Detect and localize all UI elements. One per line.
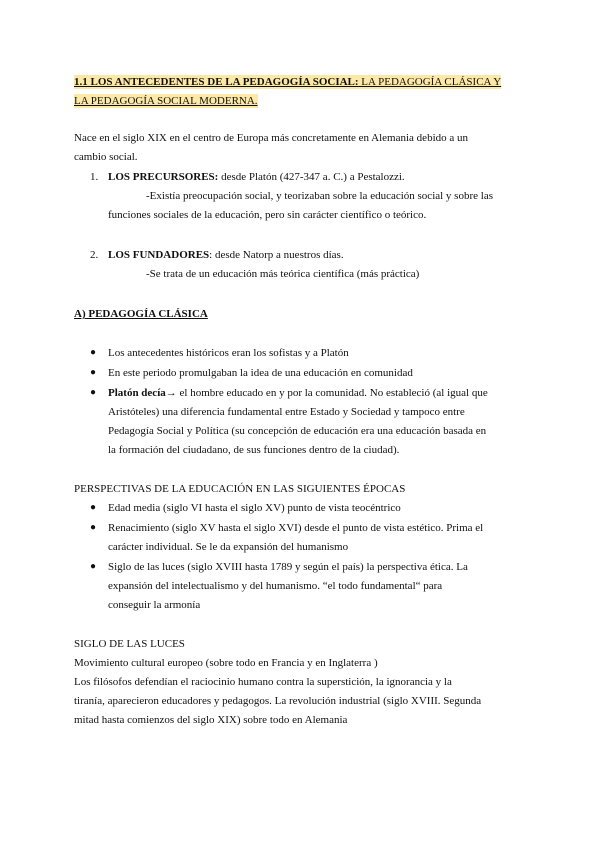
fundadores-text: : desde Natorp a nuestros días. (209, 249, 344, 261)
paragraph-line: tiranía, aparecieron educadores y pedagogos. La revolución industrial (siglo XVIII. Segunda (74, 695, 482, 707)
title-bold: 1.1 LOS ANTECEDENTES DE LA PEDAGOGÍA SOCIAL: (74, 76, 359, 88)
section-a-heading: A) PEDAGOGÍA CLÁSICA (74, 308, 208, 320)
list-item: En este periodo promulgaban la idea de una educación en comunidad (108, 367, 413, 379)
title-rest: LA PEDAGOGÍA CLÁSICA Y (358, 76, 502, 88)
precursores-sub-line-2: funciones sociales de la educación, pero sin carácter científico o teórico. (108, 209, 427, 221)
list-item-continuation: conseguir la armonía (108, 599, 201, 611)
paragraph-line: Los filósofos defendían el raciocinio humano contra la superstición, la ignorancia y la (74, 676, 452, 688)
platon-label: Platón decía→ (108, 387, 177, 399)
bullet-dot: ● (90, 561, 97, 572)
bullet-dot: ● (90, 367, 97, 378)
list-item: Edad media (siglo VI hasta el siglo XV) punto de vista teocéntrico (108, 502, 401, 514)
platon-text: el hombre educado en y por la comunidad. No estableció (al igual que (176, 387, 488, 399)
perspectivas-heading: PERSPECTIVAS DE LA EDUCACIÓN EN LAS SIGUIENTES ÉPOCAS (74, 483, 406, 495)
list-item: Los antecedentes históricos eran los sofistas y a Platón (108, 347, 349, 359)
bullet-dot: ● (90, 387, 97, 398)
list-item-continuation: la formación del ciudadano, de sus funciones dentro de la ciudad). (108, 444, 400, 456)
list-item (108, 386, 488, 400)
paragraph-line: mitad hasta comienzos del siglo XIX) sobre todo en Alemania (74, 714, 348, 726)
precursores-label: LOS PRECURSORES: (108, 171, 219, 183)
bullet-dot: ● (90, 347, 97, 358)
list-item: Siglo de las luces (siglo XVIII hasta 1789 y según el país) la perspectiva ética. La (108, 561, 468, 573)
bullet-dot: ● (90, 502, 97, 513)
intro-line-2: cambio social. (74, 151, 138, 163)
list-item-continuation: Aristóteles) una diferencia fundamental entre Estado y Sociedad y tampoco entre (108, 406, 465, 418)
fundadores-line (108, 248, 344, 262)
list-item-continuation: expansión del intelectualismo y del humanismo. “el todo fundamental“ para (108, 580, 443, 592)
title-line-1 (74, 75, 501, 89)
paragraph-line: Movimiento cultural europeo (sobre todo en Francia y en Inglaterra ) (74, 657, 378, 669)
intro-line-1: Nace en el siglo XIX en el centro de Europa más concretamente en Alemania debido a un (74, 132, 469, 144)
precursores-text: desde Platón (427-347 a. C.) a Pestalozzi. (218, 171, 405, 183)
list-item: Renacimiento (siglo XV hasta el siglo XVI) desde el punto de vista estético. Prima el (108, 522, 484, 534)
siglo-luces-heading: SIGLO DE LAS LUCES (74, 638, 185, 650)
list-number-1: 1. (90, 171, 99, 183)
fundadores-label: LOS FUNDADORES (108, 249, 210, 261)
list-number-2: 2. (90, 249, 99, 261)
title-line-2: LA PEDAGOGÍA SOCIAL MODERNA. (74, 95, 258, 107)
bullet-dot: ● (90, 522, 97, 533)
list-item-continuation: carácter individual. Se le da expansión del humanismo (108, 541, 349, 553)
fundadores-sub-line-1: -Se trata de un educación más teórica científica (más práctica) (146, 268, 420, 280)
precursores-line (108, 170, 405, 184)
precursores-sub-line-1: -Existía preocupación social, y teorizaban sobre la educación social y sobre las (146, 190, 493, 202)
list-item-continuation: Pedagogía Social y Política (su concepción de educación era una educación basada en (108, 425, 487, 437)
